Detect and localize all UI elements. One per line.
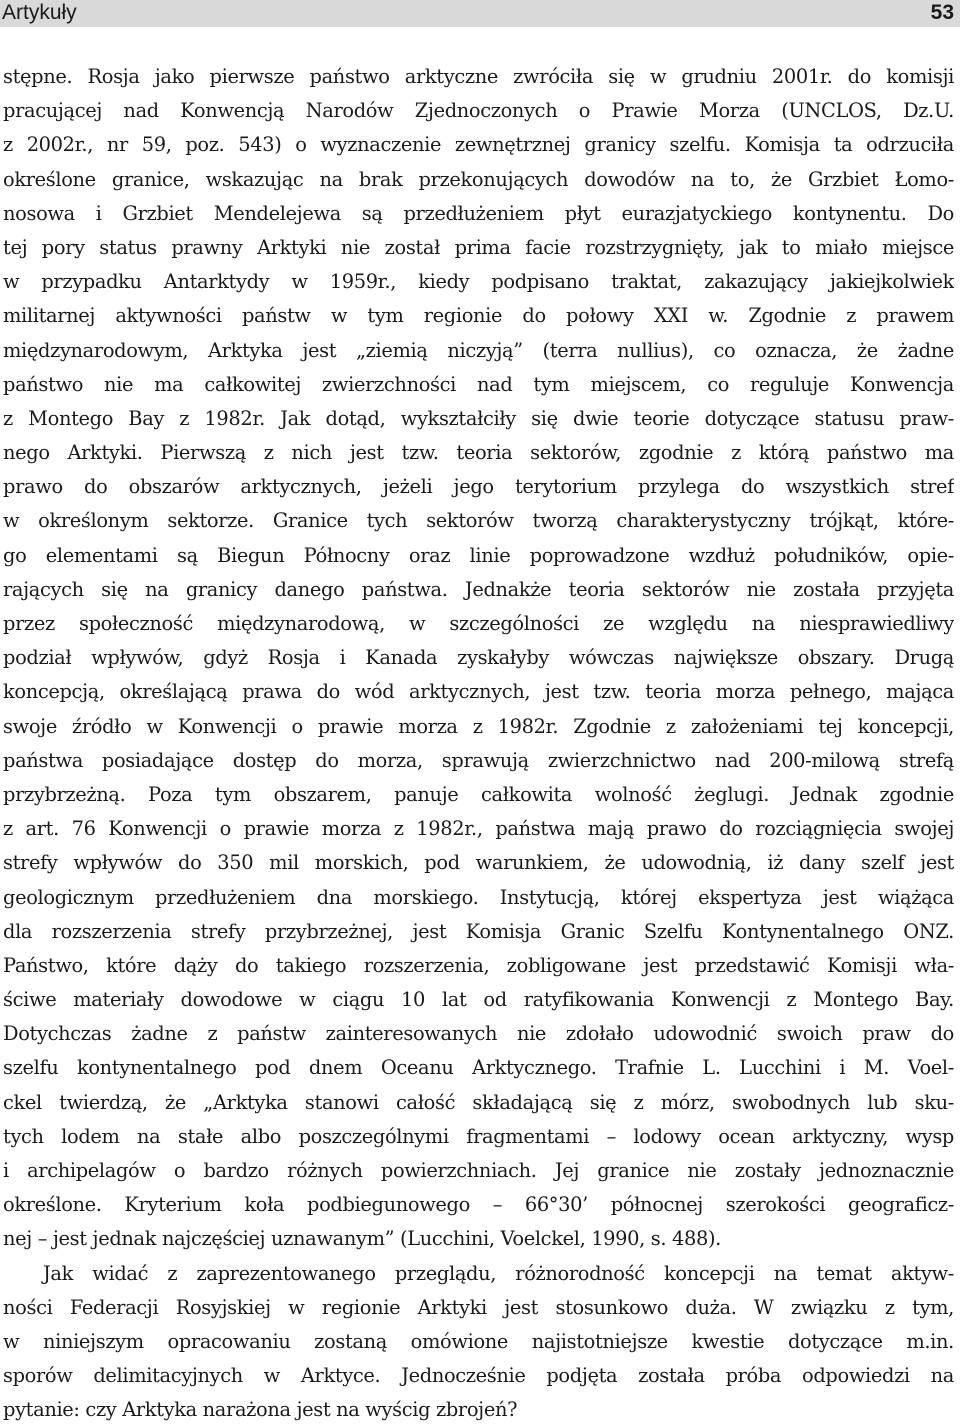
text-line: określone. Kryterium koła podbiegunowego – 66°30’ północnej szerokości geograficz- — [3, 1193, 954, 1217]
text-line: prawo do obszarów arktycznych, jeżeli jego terytorium przylega do wszystkich stref — [3, 475, 954, 499]
text-line: ckel twierdzą, że „Arktyka stanowi całość składającą się z mórz, swobodnych lub sku- — [3, 1090, 954, 1114]
page-number: 53 — [930, 1, 954, 24]
text-line: przez społeczność międzynarodową, w szczególności ze względu na niesprawiedliwy — [3, 612, 954, 635]
text-line: ściwe materiały dowodowe w ciągu 10 lat od ratyfikowania Konwencji z Montego Bay. — [3, 988, 954, 1012]
text-line: koncepcją, określającą prawa do wód arktycznych, jest tzw. teoria morza pełnego, mająca — [3, 680, 954, 704]
text-line: nosowa i Grzbiet Mendelejewa są przedłużeniem płyt eurazjatyckiego kontynentu. Do — [3, 201, 954, 225]
text-line: podział wpływów, gdyż Rosja i Kanada zyskałyby wówczas największe obszary. Drugą — [3, 646, 954, 670]
text-line: Państwo, które dąży do takiego rozszerzenia, zobligowane jest przedstawić Komisji wła- — [3, 953, 954, 977]
text-line: dla rozszerzenia strefy przybrzeżnej, jest Komisja Granic Szelfu Kontynentalnego ONZ. — [3, 919, 954, 943]
text-line: nej – jest jednak najczęściej uznawanym” (Lucchini, Voelckel, 1990, s. 488). — [3, 1227, 721, 1251]
text-line: międzynarodowym, Arktyka jest „ziemią niczyją” (terra nullius), co oznacza, że żadne — [3, 338, 954, 362]
text-line: militarnej aktywności państw w tym regionie do połowy XXI w. Zgodnie z prawem — [3, 304, 954, 328]
text-line: w niniejszym opracowaniu zostaną omówione najistotniejsze kwestie dotyczące m.in. — [3, 1329, 954, 1353]
text-line: nego Arktyki. Pierwszą z nich jest tzw. teoria sektorów, zgodnie z którą państwo ma — [3, 441, 954, 465]
text-line: przybrzeżną. Poza tym obszarem, panuje całkowita wolność żeglugi. Jednak zgodnie — [3, 782, 954, 806]
text-line: Jak widać z zaprezentowanego przeglądu, różnorodność koncepcji na temat aktyw- — [43, 1261, 954, 1285]
text-line: stępne. Rosja jako pierwsze państwo arktyczne zwróciła się w grudniu 2001r. do komisji — [3, 65, 954, 88]
text-line: rających się na granicy danego państwa. Jednakże teoria sektorów nie została przyjęta — [3, 577, 954, 601]
text-line: z art. 76 Konwencji o prawie morza z 1982r., państwa mają prawo do rozciągnięcia swojej — [3, 817, 954, 841]
text-line: geologicznym przedłużeniem dna morskiego. Instytucją, której ekspertyza jest wiążąca — [3, 885, 954, 909]
text-line: swoje źródło w Konwencji o prawie morza z 1982r. Zgodnie z założeniami tej koncepcji, — [3, 714, 954, 738]
text-line: w przypadku Antarktydy w 1959r., kiedy podpisano traktat, zakazujący jakiejkolwiek — [3, 270, 954, 294]
text-line: ności Federacji Rosyjskiej w regionie Arktyki jest stosunkowo duża. W związku z tym, — [3, 1295, 954, 1319]
text-line: w określonym sektorze. Granice tych sektorów tworzą charakterystyczny trójkąt, które- — [3, 509, 954, 533]
text-line: tych lodem na stałe albo poszczególnymi fragmentami – lodowy ocean arktyczny, wysp — [3, 1124, 954, 1148]
text-line: państwo nie ma całkowitej zwierzchności nad tym miejscem, co reguluje Konwencja — [3, 372, 954, 396]
page-header — [0, 0, 960, 27]
text-line: szelfu kontynentalnego pod dnem Oceanu Arktycznego. Trafnie L. Lucchini i M. Voel- — [3, 1056, 954, 1080]
article-body — [3, 60, 954, 1428]
text-line: pracującej nad Konwencją Narodów Zjednoczonych o Prawie Morza (UNCLOS, Dz.U. — [3, 99, 954, 123]
text-line: z Montego Bay z 1982r. Jak dotąd, wykształciły się dwie teorie dotyczące statusu praw- — [3, 406, 954, 430]
text-line: strefy wpływów do 350 mil morskich, pod warunkiem, że udowodnią, iż dany szelf jest — [3, 851, 954, 875]
section-title: Artykuły — [2, 1, 77, 24]
text-line: tej pory status prawny Arktyki nie został prima facie rozstrzygnięty, jak to miało miejsce — [3, 235, 954, 259]
text-line: z 2002r., nr 59, poz. 543) o wyznaczenie zewnętrznej granicy szelfu. Komisja ta odrzuciła — [3, 133, 954, 157]
text-line: go elementami są Biegun Północny oraz linie poprowadzone wzdłuż południków, opie- — [3, 543, 954, 567]
text-line: sporów delimitacyjnych w Arktyce. Jednocześnie podjęta została próba odpowiedzi na — [3, 1364, 954, 1388]
text-line: określone granice, wskazując na brak przekonujących dowodów na to, że Grzbiet Łomo- — [3, 167, 954, 191]
text-line: i archipelagów o bardzo różnych powierzchniach. Jej granice nie zostały jednoznacznie — [3, 1159, 954, 1182]
text-line: państwa posiadające dostęp do morza, sprawują zwierzchnictwo nad 200-milową strefą — [3, 748, 954, 772]
text-line: pytanie: czy Arktyka narażona jest na wyścig zbrojeń? — [3, 1398, 518, 1422]
text-line: Dotychczas żadne z państw zainteresowanych nie zdołało udowodnić swoich praw do — [3, 1022, 954, 1046]
